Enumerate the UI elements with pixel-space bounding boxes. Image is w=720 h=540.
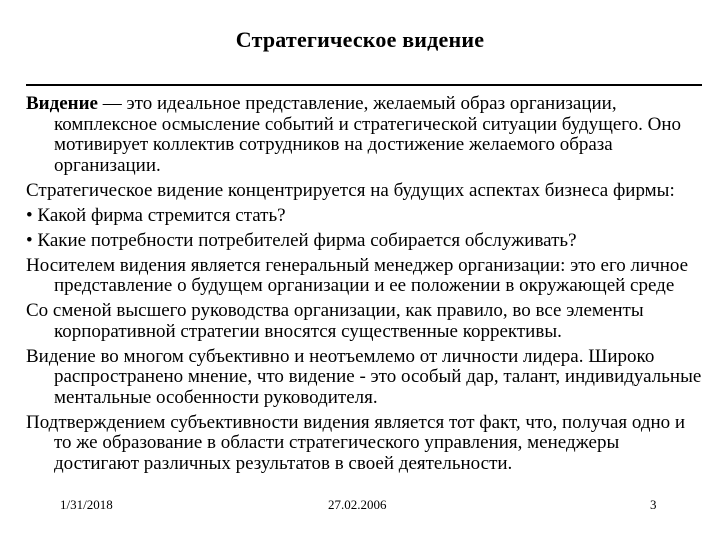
paragraph-text: Со сменой высшего руководства организации, как правило, во все элементы корпоративной стратегии вносятся существенные коррективы. bbox=[26, 300, 644, 342]
bullet-item: • Какие потребности потребителей фирма собирается обслуживать? bbox=[26, 229, 577, 251]
paragraph-text: Стратегическое видение концентрируется на будущих аспектах бизнеса фирмы: bbox=[26, 179, 675, 201]
slide-title: Стратегическое видение bbox=[235, 27, 485, 52]
footer-date: 1/31/2018 bbox=[60, 497, 113, 512]
paragraph-text: Носителем видения является генеральный менеджер организации: это его личное представление о будущем организации и ее положении в окружающей среде bbox=[26, 254, 689, 296]
paragraph-text: — это идеальное представление, желаемый образ организации, комплексное осмысление событий и стратегической ситуации будущего. Оно мотивирует коллектив сотрудников на достижение желаемого образа организации. bbox=[54, 93, 681, 176]
footer-date-center: 27.02.2006 bbox=[328, 497, 387, 512]
title-divider bbox=[26, 84, 702, 86]
paragraph-vision-definition bbox=[26, 94, 706, 176]
term-vision: Видение bbox=[26, 93, 98, 114]
bullet-item: • Какой фирма стремится стать? bbox=[26, 204, 286, 226]
slide-body bbox=[26, 94, 706, 479]
paragraph-text: Подтверждением субъективности видения является тот факт, что, получая одно и то же образование в области стратегического управления, менеджеры достигают различных результатов в своей деятельности. bbox=[26, 411, 686, 474]
paragraph-text: Видение во многом субъективно и неотъемлемо от личности лидера. Широко распространено мнение, что видение - это особый дар, талант, индивидуальные ментальные особенности руководителя. bbox=[26, 345, 702, 408]
page-number: 3 bbox=[650, 497, 657, 512]
